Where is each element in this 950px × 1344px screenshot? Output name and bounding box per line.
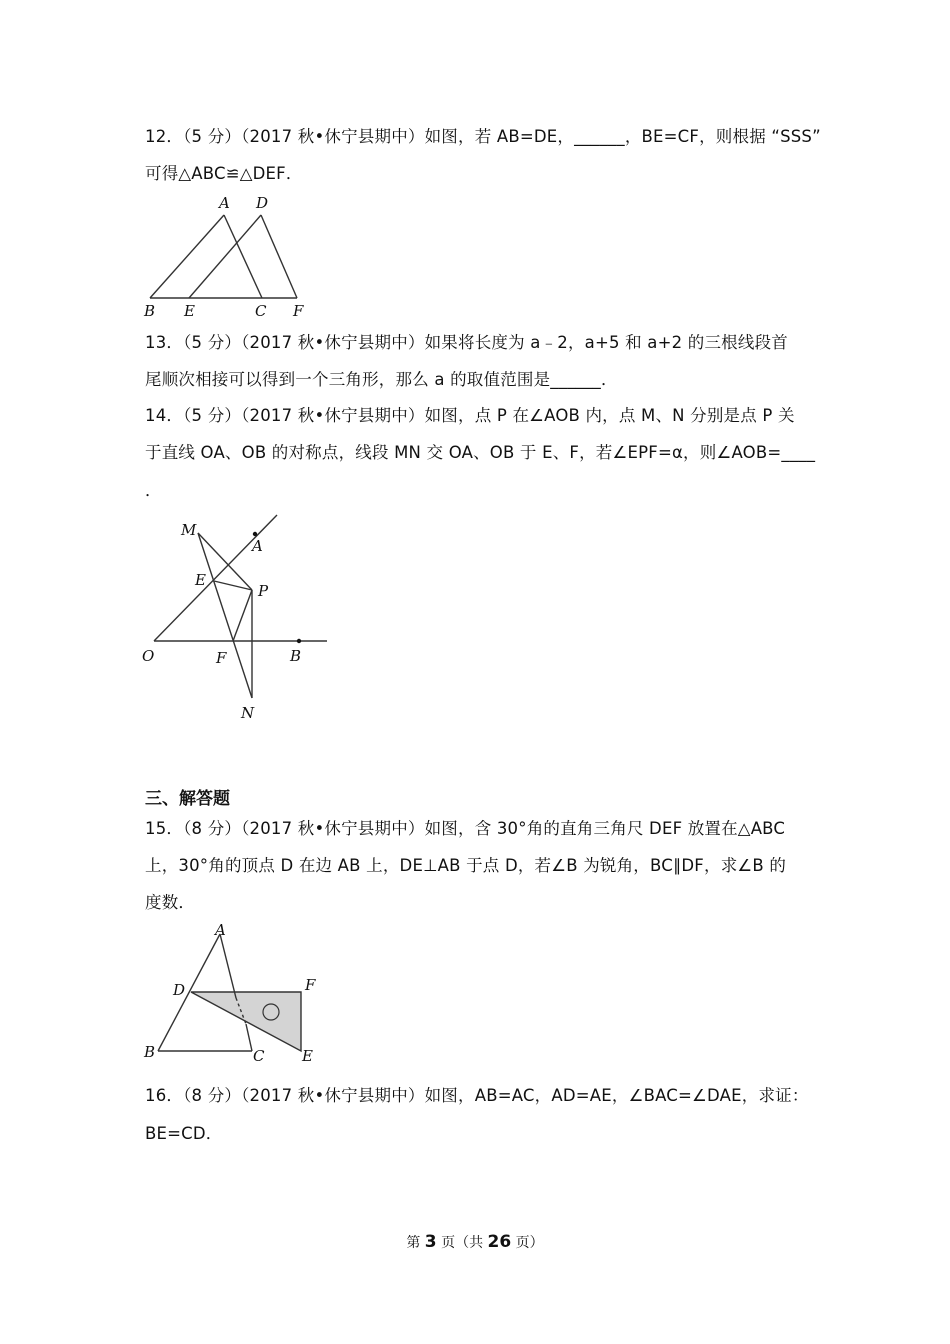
q14-segment-mp [198,533,252,590]
q12-segment-ab [150,215,224,298]
q15-segment-ac-upper [220,934,236,998]
page-footer [0,1232,950,1252]
q15-figure [140,920,340,1070]
q12-text-line2: 可得△ABC≌△DEF． [145,164,303,183]
q12-segment-ac [224,215,262,298]
footer-suffix: 页） [511,1235,544,1251]
q14-label-b: B [290,647,302,665]
q14-label-o: O [142,647,155,665]
q14-segment-mn [198,533,252,698]
q12-figure [140,192,320,322]
q15-label-d: D [173,981,186,999]
q16-text-line1: 16．（8 分）（2017 秋•休宁县期中）如图，AB=AC，AD=AE，∠BAC=∠DAE，求证： [145,1086,809,1105]
q12-segment-df [261,215,297,298]
q15-label-b: B [144,1043,156,1061]
q15-set-square-def [191,992,301,1051]
q12-label-d: D [256,194,269,212]
q15-segment-ac-lower [246,1024,252,1051]
q15-text-line1: 15．（8 分）（2017 秋•休宁县期中）如图，含 30°角的直角三角尺 DEF 放置在△ABC [145,819,786,838]
footer-page-number: 3 [424,1232,437,1252]
section-title: 三、解答题 [145,789,230,809]
q12-label-c: C [255,302,267,320]
q14-ray-oa [154,515,277,641]
q14-figure [140,508,340,723]
footer-middle: 页（共 [436,1235,488,1251]
q12-label-e: E [184,302,195,320]
footer-total-pages: 26 [487,1232,512,1252]
q15-text-line3: 度数． [145,893,196,912]
q12-label-a: A [219,194,230,212]
footer-prefix: 第 [406,1235,425,1251]
q14-label-p: P [258,582,269,600]
q15-label-e: E [302,1047,313,1065]
q14-segment-ep [214,581,252,590]
q14-label-n: N [241,704,255,722]
q12-segment-ed [189,215,261,298]
q15-label-f: F [305,976,316,994]
q12-label-f: F [293,302,304,320]
q12-text-line1: 12．（5 分）（2017 秋•休宁县期中）如图，若 AB=DE，______，BE=CF，则根据 “SSS” [145,127,821,146]
q14-segment-fp [233,590,252,641]
q15-label-c: C [253,1047,265,1065]
q15-text-line2: 上，30°角的顶点 D 在边 AB 上，DE⊥AB 于点 D，若∠B 为锐角，BC∥DF，求∠B 的 [145,856,787,875]
q14-text-line2: 于直线 OA、OB 的对称点，线段 MN 交 OA、OB 于 E、F，若∠EPF=α，则∠AOB=____ [145,443,816,462]
q13-text-line1: 13．（5 分）（2017 秋•休宁县期中）如果将长度为 a﹣2，a+5 和 a+2 的三根线段首 [145,333,788,352]
q15-label-a: A [215,921,226,939]
q14-point-a-dot [253,532,257,536]
q14-text-line3: ． [145,481,162,500]
q14-text-line1: 14．（5 分）（2017 秋•休宁县期中）如图，点 P 在∠AOB 内，点 M、N 分别是点 P 关 [145,406,795,425]
q14-label-m: M [181,521,197,539]
q14-label-a: A [252,537,263,555]
q16-text-line2: BE=CD． [145,1124,223,1143]
q14-point-b-dot [297,639,301,643]
q13-text-line2: 尾顺次相接可以得到一个三角形，那么 a 的取值范围是______． [145,370,618,389]
q14-label-f: F [216,649,227,667]
q14-label-e: E [195,571,206,589]
q12-label-b: B [144,302,156,320]
